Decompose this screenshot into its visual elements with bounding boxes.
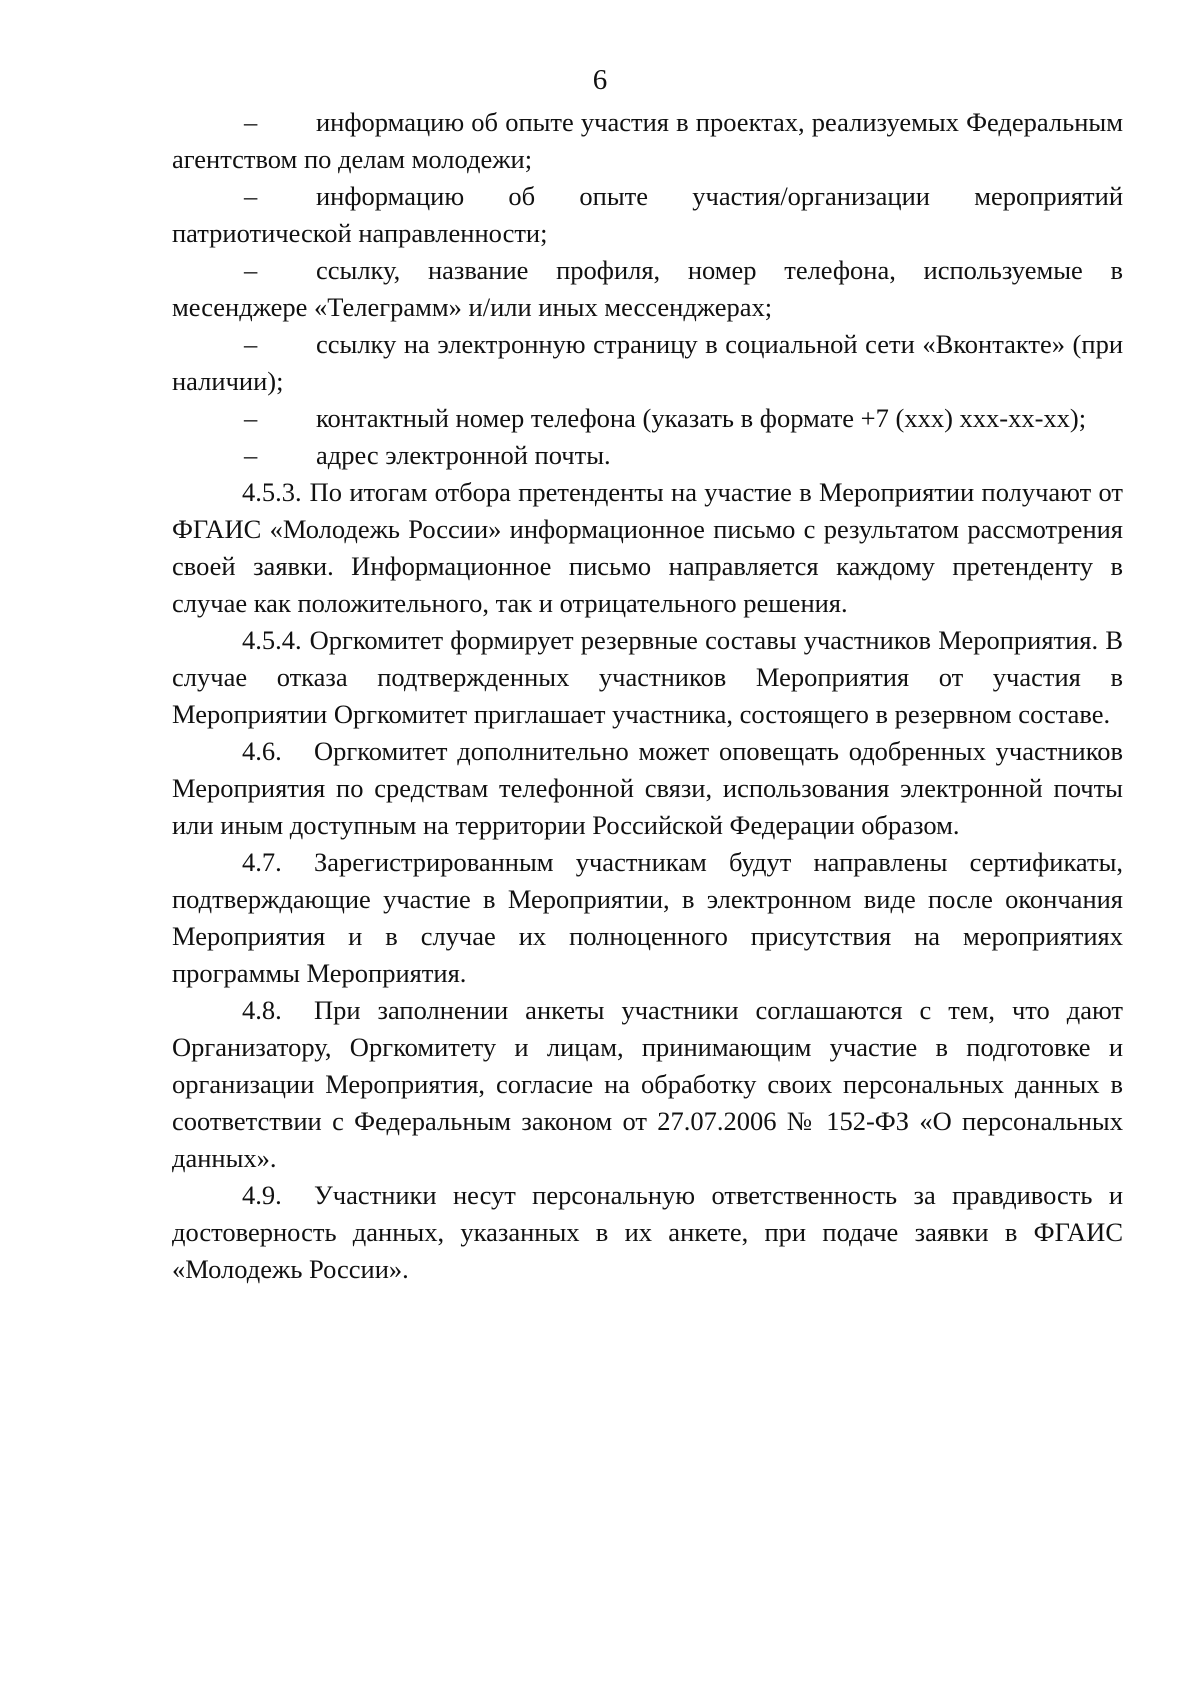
section-number: 4.5.4. [242,625,302,655]
section-text: Оргкомитет формирует резервные составы участников Мероприятия. В случае отказа подтвержденных участников Мероприятия от участия в Мероприятии Оргкомитет приглашает участника, состоящего в резервном составе. [172,625,1123,729]
section-number: 4.9. [242,1180,282,1210]
section-4-9 [172,1177,1123,1288]
section-text: Участники несут персональную ответственность за правдивость и достоверность данных, указанных в их анкете, при подаче заявки в ФГАИС «Молодежь России». [172,1180,1123,1284]
dash-marker: – [244,107,258,137]
section-number: 4.8. [242,995,282,1025]
section-4-5-3 [172,474,1123,622]
list-item [172,437,1123,474]
section-text: При заполнении анкеты участники соглашаются с тем, что дают Организатору, Оргкомитету и лицам, принимающим участие в подготовке и организации Мероприятия, согласие на обработку своих персональных данных в соответствии с Федеральным законом от 27.07.2006 № 152-ФЗ «О персональных данных». [172,995,1123,1173]
list-item [172,400,1123,437]
list-item-text: ссылку на электронную страницу в социальной сети «Вконтакте» (при наличии); [172,329,1123,396]
dash-marker: – [244,181,258,211]
section-4-6 [172,733,1123,844]
section-number: 4.7. [242,847,282,877]
section-number: 4.6. [242,736,282,766]
dash-marker: – [244,255,258,285]
section-text: Зарегистрированным участникам будут направлены сертификаты, подтверждающие участие в Мероприятии, в электронном виде после окончания Мероприятия и в случае их полноценного присутствия на мероприятиях программы Мероприятия. [172,847,1123,988]
section-4-7 [172,844,1123,992]
document-body [172,104,1123,1288]
list-item-text: ссылку, название профиля, номер телефона, используемые в месенджере «Телеграмм» и/или иных мессенджерах; [172,255,1123,322]
list-item [172,178,1123,252]
dash-marker: – [244,403,258,433]
section-4-5-4 [172,622,1123,733]
section-text: По итогам отбора претенденты на участие в Мероприятии получают от ФГАИС «Молодежь России» информационное письмо с результатом рассмотрения своей заявки. Информационное письмо направляется каждому претенденту в случае как положительного, так и отрицательного решения. [172,477,1123,618]
list-item-text: адрес электронной почты. [316,440,611,470]
section-4-8 [172,992,1123,1177]
page-number: 6 [592,64,608,96]
section-text: Оргкомитет дополнительно может оповещать одобренных участников Мероприятия по средствам телефонной связи, использования электронной почты или иным доступным на территории Российской Федерации образом. [172,736,1123,840]
list-item [172,104,1123,178]
list-item-text: контактный номер телефона (указать в формате +7 (ххх) ххх-хх-хх); [316,403,1087,433]
list-item-text: информацию об опыте участия/организации мероприятий патриотической направленности; [172,181,1123,248]
section-number: 4.5.3. [242,477,302,507]
dash-marker: – [244,440,258,470]
dash-marker: – [244,329,258,359]
list-item [172,326,1123,400]
list-item [172,252,1123,326]
list-item-text: информацию об опыте участия в проектах, реализуемых Федеральным агентством по делам молодежи; [172,107,1123,174]
